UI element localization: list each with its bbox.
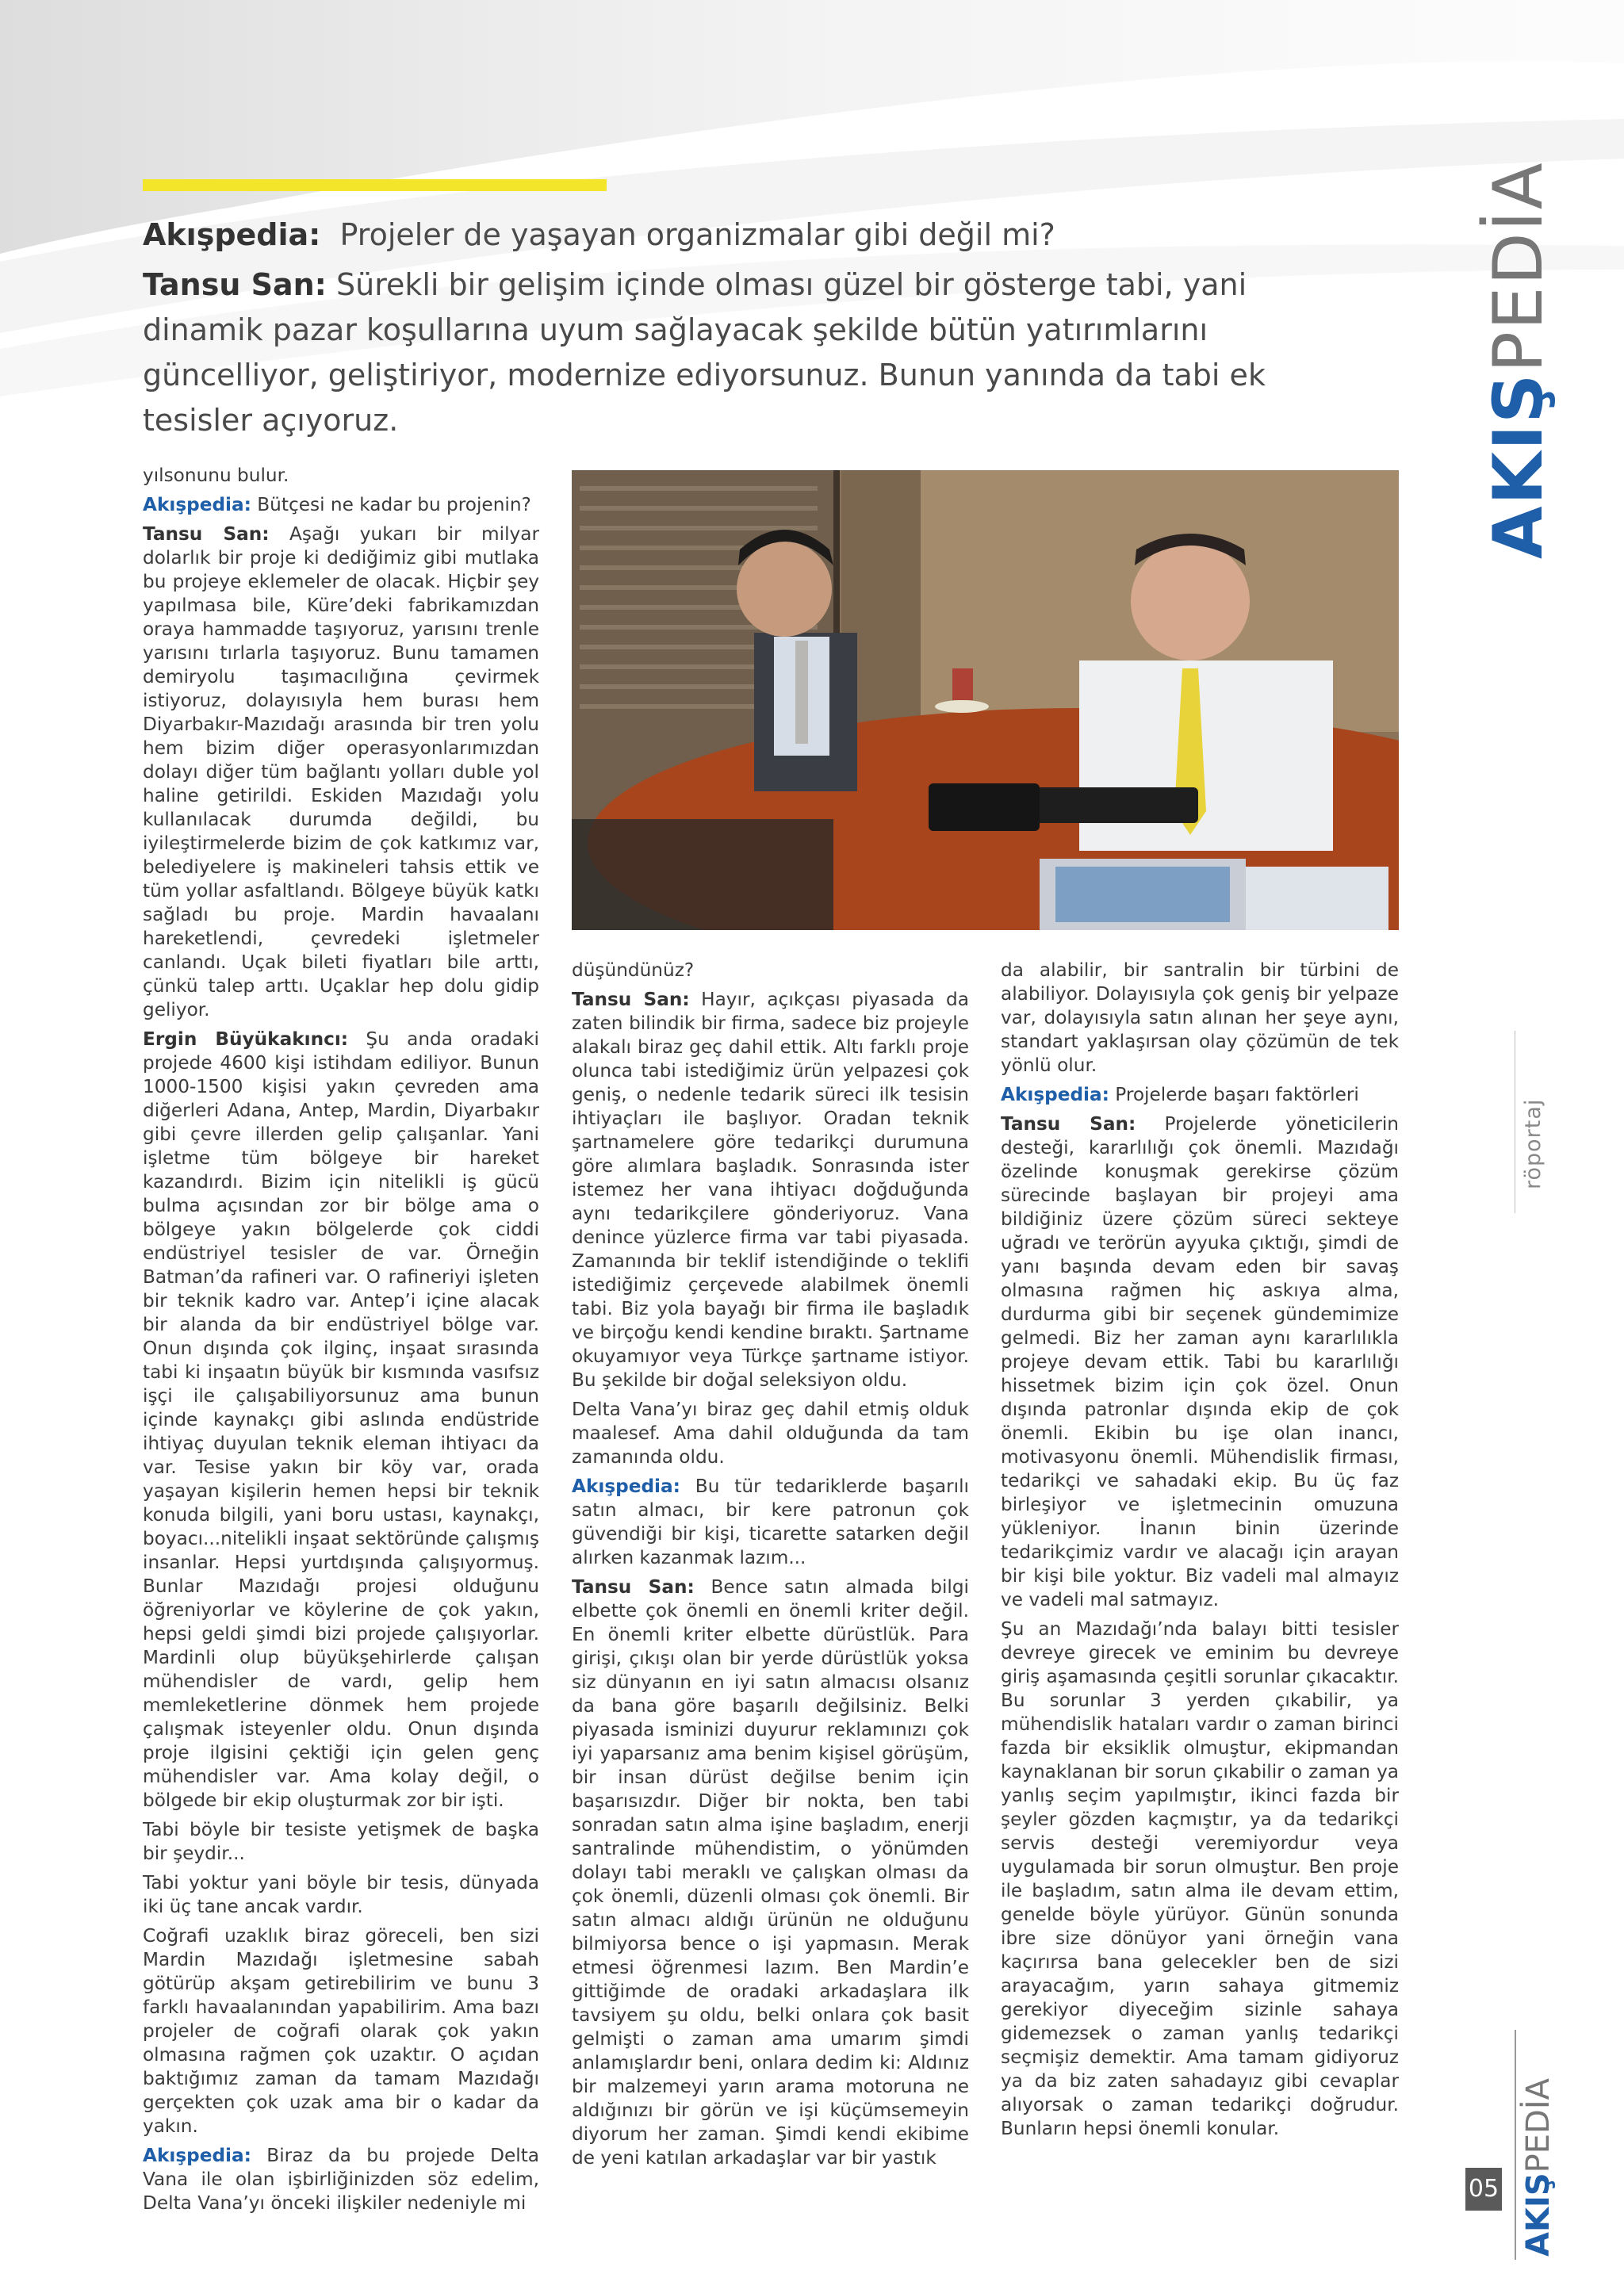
paragraph: Şu an Mazıdağı’nda balayı bitti tesisler devreye girecek ve eminim bu devreye giriş aşamasında çeşitli sorunlar çıkacaktır. Bu sorunlar 3 yerden çıkabilir, ya mühendislik hataları vardır o zaman birinci fazda bir eksiklik olmuştur, ekipmandan kaynaklanan bir sorun çıkabilir o zaman ya yanlış seçim yapılmıştır, ikinci fazda bir şeyler gözden kaçmıştır, ya da tedarikçi servis desteği veremiyordur veya uygulamada bir sorun olmuştur. Ben proje ile başladım, satın alma ile devam ettim, genelde böyle yürüyor. Günün sonunda ibre size dönüyor yani örneğin vana kaçırırsa bana gelecekler ben de sizi arayacağım, yarın sahaya gitmemiz gerekiyor diyeceğim sizinle sahaya gidemezsek o zaman yanlış tedarikçi seçmişiz demektir. Ama tamam gidiyoruz ya da biz zaten sahadayız gibi cevaplar alıyorsak o zaman tedarikçi doğrudur. Bunların hepsi önemli konular.	[1001, 1618, 1399, 2139]
footer-divider-line	[1515, 2030, 1516, 2260]
paragraph: Tansu San: Projelerde yöneticilerin desteği, kararlılığı çok önemli. Mazıdağı özelinde konuşmak gerekirse çözüm sürecinde başlayan bir projeyi ama bildiğiniz üzere çözüm süreci sekteye uğradı ve terörün ayyuka çıktığı, şimdi de yanı başında devam eden bir savaş olmasına rağmen hiç askıya alma, durdurma gibi bir seçenek gündemimize gelmedi. Biz her zaman aynı kararlılıkla projeye devam ettik. Tabi bu kararlılığı hissetmek bizim için çok özel. Onun dışında patronlar dışında ekip de çok önemli. Ekibin bu işe olan inancı, motivasyonu önemli. Mühendislik firması, tedarikçi ve sahadaki ekip. Bu üç faz birleşiyor ve işletmecinin omuzuna yükleniyor. İnanın binin üzerinde tedarikçimiz vardır ve alacağı için arayan bir kişi bile yoktur. Biz vadeli mal almayız ve vadeli mal satmayız.	[1001, 1113, 1400, 1610]
paragraph: Akışpedia: Bu tür tedariklerde başarılı satın almacı, bir kere patronun çok güvendiği bir kişi, ticarette satarken değil alırken kazanmak lazım...	[572, 1476, 969, 1568]
paragraph: Akışpedia: Bütçesi ne kadar bu projenin?	[143, 494, 531, 515]
paragraph: Tabi yoktur yani böyle bir tesis, dünyada iki üç tane ancak vardır.	[143, 1872, 539, 1917]
yellow-accent-bar	[143, 179, 607, 191]
page-number: 05	[1465, 2168, 1502, 2211]
intro-answer: Tansu San: Sürekli bir gelişim içinde olması güzel bir gösterge tabi, yani dinamik pazar koşullarına uyum sağlayacak şekilde bütün yatırımlarını güncelliyor, geliştiriyor, modernize ediyorsunuz. Bunun yanında da tabi ek tesisler açıyoruz.	[143, 267, 1266, 438]
footer-brand-logo: AKIŞPEDİA	[1520, 2077, 1557, 2257]
paragraph: Ergin Büyükakıncı: Şu anda oradaki projede 4600 kişi istihdam ediliyor. Bunun 1000-1500 kişisi yakın çevreden ama diğerleri Adana, Antep, Mardin, Diyarbakır gibi çevre illerden gelip çalışanlar. Yani işletme tüm bölgeye bir hareket kazandırdı. Bizim için nitelikli iş gücü bulma açısından zor bir bölge ama o bölgeye yakın bölgelerde çok ciddi endüstriyel tesisler de var. Örneğin Batman’da rafineri var. O rafineriyi işleten bir teknik kadro var. Antep’i içine alacak bir alanda da bir endüstriyel bölge var. Onun dışında çok ilginç, inşaat sırasında tabi ki inşaatın büyük bir kısmında vasıfsız işçi ile çalışabiliyorsunuz ama bunun içinde kaynakçı gibi aslında endüstride ihtiyaç duyulan teknik eleman ihtiyacı da var. Tesise yakın bir köy var, orada yaşayan kişilerin hemen hepsi bir teknik konuda bilgili, yani boru ustası, kaynakçı, boyacı...nitelikli inşaat sektöründe çalışmış insanlar. Hepsi yurtdışında çalışıyormuş. Bunlar Mazıdağı projesi olduğunu öğreniyorlar ve köylerine de çok yakın, hepsi geldi şimdi bizi projede çalışıyorlar. Mardinli olup büyükşehirlerde çalışan mühendisler de vardı, gelip hem memleketlerine dönmek hem projede çalışmak isteyenler oldu. Onun dışında proje ilgisini çektiği için gelen genç mühendisler var. Ama kolay değil, o bölgede bir ekip oluşturmak zor bir işti.	[143, 1028, 539, 1811]
interview-photo	[572, 470, 1399, 930]
intro-block	[143, 212, 1364, 448]
paragraph: Akışpedia: Projelerde başarı faktörleri	[1001, 1084, 1359, 1105]
section-label: röportaj	[1521, 1098, 1545, 1189]
column-middle	[572, 959, 969, 2176]
paragraph: Tansu San: Hayır, açıkçası piyasada da zaten bilindik bir firma, sadece biz projeyle alakalı biraz geç dahil ettik. Altı farklı proje olunca tabi istediğimiz ürün yelpazesi çok geniş, o nedenle tedarik süreci ilk tesisin ihtiyaçları ile başlıyor. Oradan teknik şartnamelere göre tedarikçi durumuna göre alımlara başladık. Sonrasında ister istemez her vana ihtiyacı doğduğunda aynı tedarikçilere gönderiyoruz. Vana denince yüzlerce firma var tabi piyasada. Zamanında bir teklif istendiğinde o teklifi istediğimiz çerçevede alabilmek önemli tabi. Biz yola bayağı bir firma ile başladık ve birçoğu kendi kendine bıraktı. Şartname okuyamıyor veya Türkçe şartname istiyor. Bu şekilde bir doğal seleksiyon oldu.	[572, 989, 969, 1391]
paragraph: Coğrafi uzaklık biraz göreceli, ben sizi Mardin Mazıdağı işletmesine sabah götürüp akşam getirebilirim ve bunu 3 farklı havaalanından yapabilirim. Ama bazı projeler de coğrafi olarak çok yakın olmasına rağmen çok uzaktır. O açıdan baktığımız zaman da tamam Mazıdağı gerçekten çok uzak ama bir o kadar da yakın.	[143, 1925, 539, 2137]
paragraph: yılsonunu bulur.	[143, 465, 289, 486]
paragraph: düşündünüz?	[572, 959, 695, 981]
paragraph: Akışpedia: Biraz da bu projede Delta Vana ile olan işbirliğinizden söz edelim, Delta Vana’yı önceki ilişkiler nedeniyle mi	[143, 2145, 539, 2214]
intro-question: Akışpedia: Projeler de yaşayan organizmalar gibi değil mi?	[143, 217, 1055, 252]
paragraph: Tansu San: Aşağı yukarı bir milyar dolarlık bir proje ki dediğimiz gibi mutlaka bu projeye eklemeler de olacak. Hiçbir şey yapılmasa bile, Küre’deki fabrikamızdan oraya hammadde taşıyoruz, yarısını trenle yarısını tırlarla taşıyoruz. Bunu tamamen demiryolu taşımacılığına çevirmek istiyoruz, dolayısıyla hem burası hem Diyarbakır-Mazıdağı arasında bir tren yolu hem bizim diğer operasyonlarımızdan dolayı diğer tüm bağlantı yolları duble yol haline getirildi. Eskiden Mazıdağı yolu kullanılacak durumda değildi, bu iyileştirmelerde bizim de çok katkımız var, belediyelere iş makineleri tahsis ettik ve tüm yollar asfaltlandı. Bölgeye büyük katkı sağladı bu proje. Mardin havaalanı hareketlendi, çevredeki işletmeler canlandı. Uçak bileti fiyatları bile arttı, çünkü talep arttı. Uçaklar hep dolu gidip geliyor.	[143, 523, 539, 1020]
brand-logo-vertical: AKIŞPEDİA	[1479, 161, 1558, 559]
column-left	[143, 464, 539, 2221]
paragraph: Tansu San: Bence satın almada bilgi elbette çok önemli en önemli kriter değil. En önemli kriter elbette dürüstlük. Para girişi, çıkışı olan bir yerde dürüstlük yoksa siz dünyanın en iyi satın almacısı olsanız da bana göre başarılı değilsiniz. Belki piyasada isminizi duyurur reklamınızı çok iyi yaparsanız ama benim kişisel görüşüm, bir insan dürüst değilse benim için başarısızdır. Diğer bir nokta, ben tabi sonradan satın alma işine başladım, enerji santralinde mühendistim, o yönümden dolayı tabi meraklı ve çalışkan olması da çok önemli, düzenli olması çok önemli. Bir satın almacı aldığı ürünün ne olduğunu bilmiyorsa bence o işi yapmasın. Merak etmesi öğrenmesi lazım. Ben Mardin’e gittiğimde de oradaki arkadaşlara ilk tavsiyem şu oldu, belki onlara çok basit gelmişti o zaman ama umarım şimdi anlamışlardır beni, onlara dedim ki: Aldınız bir malzemeyi yarın arama motoruna ne aldığınızı bir görün ve işi küçümsemeyin diyorum her zaman. Şimdi kendi ekibime de yeni katılan arkadaşlar var bir yastık	[572, 1576, 969, 2169]
paragraph: Delta Vana’yı biraz geç dahil etmiş olduk maalesef. Ama dahil olduğunda da tam zamanında oldu.	[572, 1399, 969, 1468]
paragraph: da alabilir, bir santralin bir türbini de alabiliyor. Dolayısıyla çok geniş bir yelpaze var, dolayısıyla satın alınan her şeye aynı, standart yaklaşırsan olay çözümün de tek yönlü olur.	[1001, 959, 1399, 1076]
paragraph: Tabi böyle bir tesiste yetişmek de başka bir şeydir...	[143, 1819, 539, 1864]
column-right	[1001, 959, 1399, 2146]
